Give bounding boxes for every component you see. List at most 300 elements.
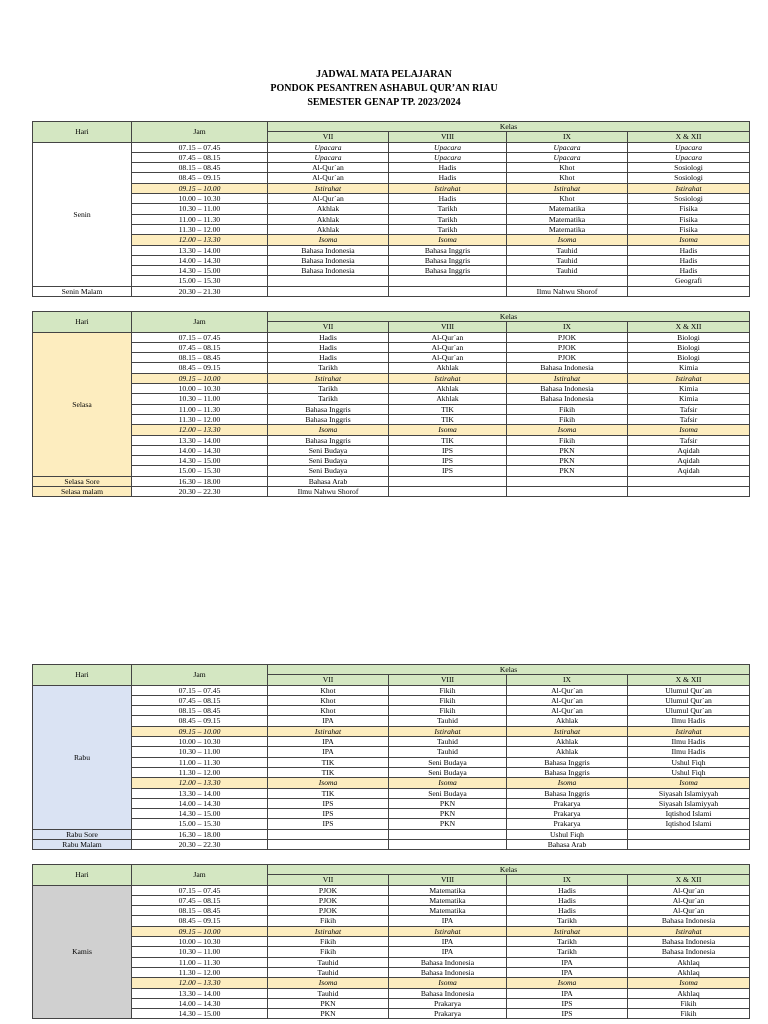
subject-cell: Kimia bbox=[628, 363, 750, 373]
time-cell: 20.30 – 22.30 bbox=[132, 487, 268, 497]
time-cell: 10.30 – 11.00 bbox=[132, 394, 268, 404]
subject-cell: Bahasa Inggris bbox=[389, 266, 507, 276]
table-row-extra bbox=[33, 487, 750, 497]
table-row bbox=[33, 788, 750, 798]
subject-cell: Al-Qur`an bbox=[268, 173, 389, 183]
subject-cell: Istirahat bbox=[268, 183, 389, 193]
time-cell: 08.45 – 09.15 bbox=[132, 716, 268, 726]
subject-cell: Bahasa Inggris bbox=[268, 414, 389, 424]
subject-cell: Biologi bbox=[628, 332, 750, 342]
subject-cell: Istirahat bbox=[268, 373, 389, 383]
subject-cell: Ilmu Nahwu Shorof bbox=[268, 487, 389, 497]
subject-cell: Hadis bbox=[389, 194, 507, 204]
subject-cell bbox=[628, 840, 750, 850]
subject-cell: IPA bbox=[268, 747, 389, 757]
time-cell: 16.30 – 18.00 bbox=[132, 829, 268, 839]
subject-cell: Upacara bbox=[268, 152, 389, 162]
subject-cell: Kimia bbox=[628, 394, 750, 404]
subject-cell: Hadis bbox=[628, 266, 750, 276]
subject-cell: Geografi bbox=[628, 276, 750, 286]
subject-cell: Fikih bbox=[507, 414, 628, 424]
subject-cell: Istirahat bbox=[628, 726, 750, 736]
time-cell: 08.15 – 08.45 bbox=[132, 163, 268, 173]
subject-cell: Istirahat bbox=[268, 726, 389, 736]
subject-cell: Matematika bbox=[507, 224, 628, 234]
table-row bbox=[33, 394, 750, 404]
subject-cell: PJOK bbox=[507, 342, 628, 352]
table-row bbox=[33, 895, 750, 905]
table-row bbox=[33, 926, 750, 936]
subject-cell: TIK bbox=[268, 788, 389, 798]
subject-cell: IPA bbox=[268, 737, 389, 747]
subject-cell: Akhlak bbox=[389, 384, 507, 394]
subject-cell: Tauhid bbox=[268, 967, 389, 977]
time-cell: 15.00 – 15.30 bbox=[132, 466, 268, 476]
subject-cell: Bahasa Indonesia bbox=[628, 916, 750, 926]
subject-cell: Seni Budaya bbox=[268, 466, 389, 476]
subject-cell: Akhlaq bbox=[628, 957, 750, 967]
time-cell: 07.15 – 07.45 bbox=[132, 685, 268, 695]
subject-cell: Ushul Fiqh bbox=[507, 829, 628, 839]
table-row bbox=[33, 685, 750, 695]
subject-cell: Bahasa Indonesia bbox=[628, 937, 750, 947]
subject-cell: Istirahat bbox=[389, 926, 507, 936]
subject-cell: Ilmu Hadis bbox=[628, 716, 750, 726]
subject-cell: Akhlak bbox=[268, 214, 389, 224]
subject-cell: Bahasa Inggris bbox=[268, 435, 389, 445]
subject-cell: Aqidah bbox=[628, 466, 750, 476]
subject-cell: Bahasa Indonesia bbox=[628, 947, 750, 957]
subject-cell: Hadis bbox=[507, 885, 628, 895]
header-class: VII bbox=[268, 132, 389, 142]
subject-cell: IPS bbox=[389, 456, 507, 466]
subject-cell: Tauhid bbox=[389, 747, 507, 757]
subject-cell: Hadis bbox=[389, 163, 507, 173]
subject-cell: Bahasa Indonesia bbox=[268, 266, 389, 276]
table-row bbox=[33, 255, 750, 265]
subject-cell bbox=[268, 276, 389, 286]
subject-cell: PKN bbox=[507, 456, 628, 466]
subject-cell: Hadis bbox=[268, 332, 389, 342]
subject-cell: Isoma bbox=[268, 778, 389, 788]
subject-cell: PJOK bbox=[268, 906, 389, 916]
subject-cell: Prakarya bbox=[507, 798, 628, 808]
time-cell: 11.00 – 11.30 bbox=[132, 757, 268, 767]
subject-cell: Kimia bbox=[628, 384, 750, 394]
table-row bbox=[33, 937, 750, 947]
subject-cell: PJOK bbox=[507, 353, 628, 363]
subject-cell: Upacara bbox=[507, 142, 628, 152]
subject-cell: Ulumul Qur`an bbox=[628, 706, 750, 716]
title-line-1: JADWAL MATA PELAJARAN bbox=[316, 69, 452, 80]
time-cell: 14.00 – 14.30 bbox=[132, 255, 268, 265]
subject-cell: IPA bbox=[507, 988, 628, 998]
time-cell: 12.00 – 13.30 bbox=[132, 778, 268, 788]
subject-cell: Al-Qur`an bbox=[389, 353, 507, 363]
subject-cell: Istirahat bbox=[628, 373, 750, 383]
subject-cell: Isoma bbox=[507, 978, 628, 988]
subject-cell: Biologi bbox=[628, 342, 750, 352]
table-row bbox=[33, 224, 750, 234]
subject-cell: Fikih bbox=[507, 404, 628, 414]
table-row bbox=[33, 363, 750, 373]
subject-cell: IPS bbox=[389, 445, 507, 455]
title-line-3: SEMESTER GENAP TP. 2023/2024 bbox=[307, 97, 461, 108]
header-class: VIII bbox=[389, 675, 507, 685]
subject-cell: Al-Qur`an bbox=[628, 906, 750, 916]
subject-cell: IPA bbox=[268, 716, 389, 726]
subject-cell: TIK bbox=[389, 435, 507, 445]
subject-cell: Hadis bbox=[628, 245, 750, 255]
header-class: IX bbox=[507, 132, 628, 142]
schedule-table-senin bbox=[32, 121, 750, 297]
day-label: Senin bbox=[33, 142, 132, 286]
subject-cell: Isoma bbox=[389, 235, 507, 245]
subject-cell: Istirahat bbox=[389, 183, 507, 193]
header-jam: Jam bbox=[132, 865, 268, 886]
subject-cell: Al-Qur`an bbox=[507, 695, 628, 705]
subject-cell: Fikih bbox=[268, 937, 389, 947]
schedule-table-selasa bbox=[32, 311, 750, 497]
subject-cell: Matematika bbox=[507, 204, 628, 214]
subject-cell: Tauhid bbox=[507, 266, 628, 276]
subject-cell: Siyasah Islamiyyah bbox=[628, 788, 750, 798]
table-row bbox=[33, 767, 750, 777]
subject-cell: Aqidah bbox=[628, 456, 750, 466]
subject-cell: Tarikh bbox=[268, 384, 389, 394]
time-cell: 08.45 – 09.15 bbox=[132, 363, 268, 373]
subject-cell: PJOK bbox=[507, 332, 628, 342]
table-row-extra bbox=[33, 476, 750, 486]
table-row bbox=[33, 957, 750, 967]
subject-cell: Tauhid bbox=[389, 737, 507, 747]
table-row bbox=[33, 435, 750, 445]
subject-cell bbox=[628, 829, 750, 839]
time-cell: 08.15 – 08.45 bbox=[132, 706, 268, 716]
subject-cell: Matematika bbox=[389, 906, 507, 916]
subject-cell bbox=[628, 476, 750, 486]
table-row bbox=[33, 906, 750, 916]
subject-cell: PJOK bbox=[268, 895, 389, 905]
subject-cell: Khot bbox=[268, 685, 389, 695]
subject-cell: Istirahat bbox=[507, 373, 628, 383]
table-row bbox=[33, 798, 750, 808]
time-cell: 07.45 – 08.15 bbox=[132, 895, 268, 905]
subject-cell: PKN bbox=[268, 1009, 389, 1019]
subject-cell: Istirahat bbox=[628, 926, 750, 936]
subject-cell: Bahasa Inggris bbox=[389, 255, 507, 265]
subject-cell: Isoma bbox=[507, 778, 628, 788]
subject-cell: Ulumul Qur`an bbox=[628, 685, 750, 695]
subject-cell: Al-Qur`an bbox=[389, 342, 507, 352]
subject-cell: Prakarya bbox=[389, 998, 507, 1008]
subject-cell: IPS bbox=[507, 998, 628, 1008]
subject-cell: Ilmu Hadis bbox=[628, 747, 750, 757]
subject-cell: Akhlak bbox=[389, 394, 507, 404]
subject-cell: Seni Budaya bbox=[268, 445, 389, 455]
subject-cell: Upacara bbox=[389, 152, 507, 162]
subject-cell: Hadis bbox=[628, 255, 750, 265]
subject-cell: Ilmu Hadis bbox=[628, 737, 750, 747]
subject-cell: Upacara bbox=[628, 152, 750, 162]
table-row bbox=[33, 183, 750, 193]
subject-cell: Akhlak bbox=[507, 747, 628, 757]
time-cell: 11.30 – 12.00 bbox=[132, 224, 268, 234]
subject-cell: Tarikh bbox=[507, 937, 628, 947]
subject-cell: Fisika bbox=[628, 214, 750, 224]
title-line-2: PONDOK PESANTREN ASHABUL QUR’AN RIAU bbox=[270, 83, 498, 94]
table-row bbox=[33, 737, 750, 747]
time-cell: 20.30 – 21.30 bbox=[132, 286, 268, 296]
header-class: VIII bbox=[389, 132, 507, 142]
subject-cell: Tauhid bbox=[389, 716, 507, 726]
time-cell: 09.15 – 10.00 bbox=[132, 726, 268, 736]
time-cell: 10.00 – 10.30 bbox=[132, 384, 268, 394]
time-cell: 10.00 – 10.30 bbox=[132, 937, 268, 947]
subject-cell: Hadis bbox=[507, 906, 628, 916]
time-cell: 08.15 – 08.45 bbox=[132, 906, 268, 916]
subject-cell: IPS bbox=[507, 1009, 628, 1019]
table-row bbox=[33, 967, 750, 977]
subject-cell: Prakarya bbox=[389, 1009, 507, 1019]
subject-cell: Hadis bbox=[268, 342, 389, 352]
subject-cell: Istirahat bbox=[268, 926, 389, 936]
time-cell: 07.15 – 07.45 bbox=[132, 332, 268, 342]
subject-cell: Tarikh bbox=[389, 224, 507, 234]
subject-cell: Akhlak bbox=[507, 716, 628, 726]
subject-cell: Fikih bbox=[268, 916, 389, 926]
subject-cell: Khot bbox=[507, 163, 628, 173]
subject-cell: Ushul Fiqh bbox=[628, 757, 750, 767]
header-class: X & XII bbox=[628, 875, 750, 885]
time-cell: 15.00 – 15.30 bbox=[132, 276, 268, 286]
subject-cell: Bahasa Inggris bbox=[507, 757, 628, 767]
subject-cell: Ilmu Nahwu Shorof bbox=[507, 286, 628, 296]
table-row bbox=[33, 245, 750, 255]
time-cell: 13.30 – 14.00 bbox=[132, 245, 268, 255]
time-cell: 14.30 – 15.00 bbox=[132, 1009, 268, 1019]
subject-cell: Prakarya bbox=[507, 809, 628, 819]
subject-cell: Istirahat bbox=[389, 726, 507, 736]
subject-cell: Al-Qur`an bbox=[389, 332, 507, 342]
subject-cell bbox=[389, 276, 507, 286]
subject-cell: Siyasah Islamiyyah bbox=[628, 798, 750, 808]
table-row bbox=[33, 266, 750, 276]
subject-cell: IPA bbox=[507, 967, 628, 977]
subject-cell: TIK bbox=[268, 767, 389, 777]
header-class: VIII bbox=[389, 875, 507, 885]
subject-cell: Matematika bbox=[389, 895, 507, 905]
subject-cell: Bahasa Arab bbox=[507, 840, 628, 850]
subject-cell: Fikih bbox=[389, 695, 507, 705]
table-row bbox=[33, 988, 750, 998]
subject-cell: Tarikh bbox=[507, 947, 628, 957]
table-row bbox=[33, 885, 750, 895]
header-hari: Hari bbox=[33, 312, 132, 333]
subject-cell: Isoma bbox=[628, 978, 750, 988]
subject-cell bbox=[628, 286, 750, 296]
table-row bbox=[33, 342, 750, 352]
subject-cell: Khot bbox=[268, 706, 389, 716]
subject-cell: Sosiologi bbox=[628, 173, 750, 183]
subject-cell bbox=[628, 487, 750, 497]
day-label: Rabu bbox=[33, 685, 132, 829]
table-row bbox=[33, 276, 750, 286]
subject-cell bbox=[507, 487, 628, 497]
subject-cell: Bahasa Indonesia bbox=[507, 394, 628, 404]
session-label: Rabu Sore bbox=[33, 829, 132, 839]
header-class: X & XII bbox=[628, 132, 750, 142]
subject-cell: Sosiologi bbox=[628, 163, 750, 173]
subject-cell: Bahasa Indonesia bbox=[389, 967, 507, 977]
subject-cell bbox=[389, 840, 507, 850]
subject-cell: Tauhid bbox=[268, 988, 389, 998]
subject-cell: Khot bbox=[268, 695, 389, 705]
time-cell: 08.15 – 08.45 bbox=[132, 353, 268, 363]
subject-cell: Khot bbox=[507, 194, 628, 204]
subject-cell: Iqtishod Islami bbox=[628, 819, 750, 829]
subject-cell: Akhlak bbox=[507, 737, 628, 747]
subject-cell: Isoma bbox=[268, 425, 389, 435]
subject-cell bbox=[507, 276, 628, 286]
subject-cell: IPA bbox=[389, 916, 507, 926]
time-cell: 10.00 – 10.30 bbox=[132, 737, 268, 747]
table-row bbox=[33, 978, 750, 988]
subject-cell: Tauhid bbox=[507, 245, 628, 255]
time-cell: 07.15 – 07.45 bbox=[132, 885, 268, 895]
subject-cell: PJOK bbox=[268, 885, 389, 895]
time-cell: 11.30 – 12.00 bbox=[132, 967, 268, 977]
schedule-table-rabu bbox=[32, 664, 750, 850]
subject-cell: PKN bbox=[389, 809, 507, 819]
header-class: VII bbox=[268, 875, 389, 885]
table-row-extra bbox=[33, 286, 750, 296]
subject-cell: TIK bbox=[389, 404, 507, 414]
time-cell: 11.30 – 12.00 bbox=[132, 767, 268, 777]
subject-cell: Al-Qur`an bbox=[507, 685, 628, 695]
subject-cell: Al-Qur`an bbox=[268, 194, 389, 204]
subject-cell: Bahasa Indonesia bbox=[389, 957, 507, 967]
subject-cell bbox=[507, 476, 628, 486]
header-kelas: Kelas bbox=[268, 312, 750, 322]
subject-cell: IPA bbox=[507, 957, 628, 967]
subject-cell: Isoma bbox=[507, 425, 628, 435]
table-row bbox=[33, 747, 750, 757]
table-row bbox=[33, 214, 750, 224]
subject-cell: Akhlak bbox=[268, 224, 389, 234]
table-row bbox=[33, 916, 750, 926]
subject-cell bbox=[268, 829, 389, 839]
table-row bbox=[33, 384, 750, 394]
header-kelas: Kelas bbox=[268, 665, 750, 675]
time-cell: 14.00 – 14.30 bbox=[132, 445, 268, 455]
time-cell: 13.30 – 14.00 bbox=[132, 788, 268, 798]
subject-cell: Isoma bbox=[628, 425, 750, 435]
time-cell: 07.45 – 08.15 bbox=[132, 152, 268, 162]
time-cell: 12.00 – 13.30 bbox=[132, 235, 268, 245]
subject-cell: Seni Budaya bbox=[389, 788, 507, 798]
subject-cell: Bahasa Inggris bbox=[268, 404, 389, 414]
time-cell: 11.30 – 12.00 bbox=[132, 414, 268, 424]
header-kelas: Kelas bbox=[268, 865, 750, 875]
subject-cell: Tauhid bbox=[507, 255, 628, 265]
subject-cell: Bahasa Arab bbox=[268, 476, 389, 486]
subject-cell: PKN bbox=[507, 466, 628, 476]
subject-cell: Hadis bbox=[507, 895, 628, 905]
time-cell: 13.30 – 14.00 bbox=[132, 435, 268, 445]
subject-cell: Tafsir bbox=[628, 435, 750, 445]
time-cell: 14.00 – 14.30 bbox=[132, 998, 268, 1008]
subject-cell: Upacara bbox=[507, 152, 628, 162]
table-row bbox=[33, 142, 750, 152]
header-hari: Hari bbox=[33, 865, 132, 886]
subject-cell: Isoma bbox=[389, 425, 507, 435]
subject-cell: Bahasa Inggris bbox=[507, 767, 628, 777]
table-row bbox=[33, 466, 750, 476]
subject-cell: Al-Qur`an bbox=[507, 706, 628, 716]
schedule-table-kamis bbox=[32, 864, 750, 1019]
subject-cell: Bahasa Indonesia bbox=[507, 384, 628, 394]
table-row bbox=[33, 726, 750, 736]
subject-cell: Akhlaq bbox=[628, 967, 750, 977]
subject-cell bbox=[389, 476, 507, 486]
session-label: Selasa malam bbox=[33, 487, 132, 497]
table-row bbox=[33, 809, 750, 819]
table-row bbox=[33, 332, 750, 342]
table-row-extra bbox=[33, 829, 750, 839]
subject-cell: Isoma bbox=[389, 778, 507, 788]
subject-cell: Isoma bbox=[628, 235, 750, 245]
day-label: Kamis bbox=[33, 885, 132, 1019]
subject-cell: Istirahat bbox=[507, 726, 628, 736]
subject-cell bbox=[389, 487, 507, 497]
subject-cell: TIK bbox=[268, 757, 389, 767]
subject-cell: IPA bbox=[389, 937, 507, 947]
time-cell: 14.00 – 14.30 bbox=[132, 798, 268, 808]
table-row bbox=[33, 204, 750, 214]
subject-cell: Istirahat bbox=[628, 183, 750, 193]
subject-cell: Hadis bbox=[268, 353, 389, 363]
table-row bbox=[33, 947, 750, 957]
subject-cell: PKN bbox=[268, 998, 389, 1008]
table-row bbox=[33, 819, 750, 829]
subject-cell: Ushul Fiqh bbox=[628, 767, 750, 777]
table-row bbox=[33, 373, 750, 383]
table-row bbox=[33, 235, 750, 245]
table-row bbox=[33, 757, 750, 767]
subject-cell: Istirahat bbox=[389, 373, 507, 383]
time-cell: 13.30 – 14.00 bbox=[132, 988, 268, 998]
table-row bbox=[33, 998, 750, 1008]
subject-cell: Bahasa Indonesia bbox=[389, 988, 507, 998]
subject-cell: Tauhid bbox=[268, 957, 389, 967]
subject-cell: Matematika bbox=[507, 214, 628, 224]
table-row bbox=[33, 414, 750, 424]
subject-cell: Al-Qur`an bbox=[628, 895, 750, 905]
subject-cell: Fikih bbox=[268, 947, 389, 957]
subject-cell bbox=[389, 829, 507, 839]
subject-cell: Akhlak bbox=[268, 204, 389, 214]
header-class: IX bbox=[507, 675, 628, 685]
time-cell: 07.45 – 08.15 bbox=[132, 342, 268, 352]
subject-cell: Upacara bbox=[628, 142, 750, 152]
subject-cell: Fikih bbox=[507, 435, 628, 445]
subject-cell: Isoma bbox=[389, 978, 507, 988]
time-cell: 14.30 – 15.00 bbox=[132, 809, 268, 819]
subject-cell: Seni Budaya bbox=[268, 456, 389, 466]
time-cell: 07.45 – 08.15 bbox=[132, 695, 268, 705]
header-class: VII bbox=[268, 675, 389, 685]
